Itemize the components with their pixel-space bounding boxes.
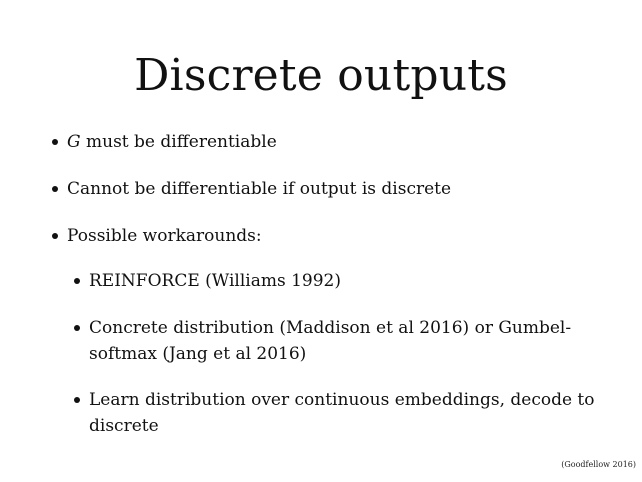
bullet-dot-icon: [74, 325, 80, 331]
bullet-dot-icon: [74, 397, 80, 403]
bullet-dot-icon: [52, 233, 58, 239]
bullet-dot-icon: [52, 139, 58, 145]
bullet-text: Possible workarounds:: [67, 226, 262, 246]
sub-bullet-text-line2: discrete: [89, 416, 159, 436]
sub-bullet-text-line1: Learn distribution over continuous embeddings, decode to: [89, 390, 595, 410]
bullet-dot-icon: [74, 278, 80, 284]
bullet-dot-icon: [52, 186, 58, 192]
variable-g: G: [67, 132, 81, 152]
bullet-text: Cannot be differentiable if output is discrete: [67, 179, 452, 199]
bullet-text-rest: must be differentiable: [80, 132, 277, 152]
sub-bullet-text-line1: Concrete distribution (Maddison et al 2016) or Gumbel-: [89, 318, 572, 338]
footnote-citation: (Goodfellow 2016): [561, 460, 636, 469]
bullet-text: [67, 130, 277, 154]
sub-bullet-text: REINFORCE (Williams 1992): [89, 271, 341, 291]
sub-bullet-text-line2: softmax (Jang et al 2016): [89, 344, 307, 364]
slide-title: Discrete outputs: [134, 50, 508, 101]
